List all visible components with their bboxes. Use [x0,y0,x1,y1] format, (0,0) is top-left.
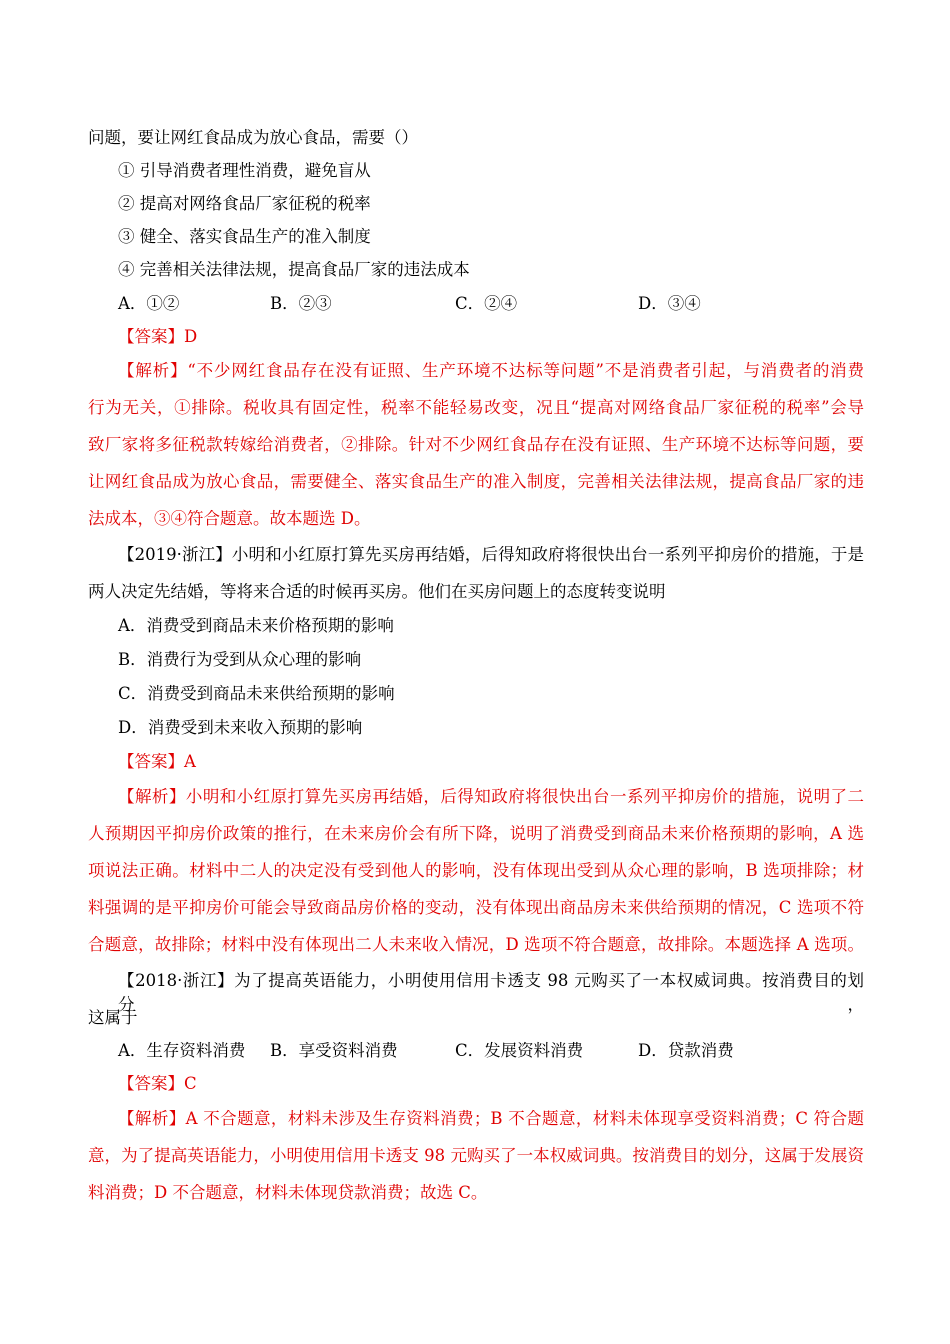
q3-analysis-line: 意，为了提高英语能力，小明使用信用卡透支 98 元购买了一本权威词典。按消费目的划分，这属于发展资 [88,1146,864,1165]
q2-analysis-line: 项说法正确。材料中二人的决定没有受到他人的影响，没有体现出受到从众心理的影响，B 选项排除；材 [88,861,864,880]
q3-option-b: B．享受资料消费 [270,1041,398,1060]
q3-stem-line: 这属于 [88,1008,138,1027]
q1-option-a: A．①② [118,294,180,313]
q1-answer: 【答案】D [118,327,198,346]
q3-option-d: D．贷款消费 [638,1041,734,1060]
q3-option-a: A．生存资料消费 [118,1041,246,1060]
q1-option-c: C．②④ [455,294,518,313]
q2-answer: 【答案】A [118,752,196,771]
q1-item-1: ① 引导消费者理性消费，避免盲从 [118,161,371,180]
q1-analysis-line: 法成本，③④符合题意。故本题选 D。 [88,509,371,528]
q3-option-c: C．发展资料消费 [455,1041,584,1060]
q2-stem-line: 两人决定先结婚，等将来合适的时候再买房。他们在买房问题上的态度转变说明 [88,582,666,601]
q3-stem-line: 【2018·浙江】为了提高英语能力，小明使用信用卡透支 98 元购买了一本权威词典。按消费目的划分， [118,971,864,1014]
q1-item-4: ④ 完善相关法律法规，提高食品厂家的违法成本 [118,260,470,279]
q3-analysis-line: 料消费；D 不合题意，材料未体现贷款消费；故选 C。 [88,1183,488,1202]
q2-analysis-line: 人预期因平抑房价政策的推行，在未来房价会有所下降，说明了消费受到商品未来价格预期的影响，A 选 [88,824,864,843]
q1-analysis-line: 【解析】“不少网红食品存在没有证照、生产环境不达标等问题”不是消费者引起，与消费者的消费 [118,361,864,380]
q1-analysis-line: 致厂家将多征税款转嫁给消费者，②排除。针对不少网红食品存在没有证照、生产环境不达标等问题，要 [88,435,864,454]
q2-analysis-line: 【解析】小明和小红原打算先买房再结婚，后得知政府将很快出台一系列平抑房价的措施，说明了二 [118,787,864,806]
q2-option-c: C．消费受到商品未来供给预期的影响 [118,684,395,703]
q2-option-a: A．消费受到商品未来价格预期的影响 [118,616,394,635]
q1-analysis-line: 行为无关，①排除。税收具有固定性，税率不能轻易改变，况且“提高对网络食品厂家征税的税率”会导 [88,398,864,417]
q3-analysis-line: 【解析】A 不合题意，材料未涉及生存资料消费；B 不合题意，材料未体现享受资料消费；C 符合题 [118,1109,864,1128]
q1-item-3: ③ 健全、落实食品生产的准入制度 [118,227,371,246]
q3-answer: 【答案】C [118,1074,197,1093]
q1-item-2: ② 提高对网络食品厂家征税的税率 [118,194,371,213]
q2-option-b: B．消费行为受到从众心理的影响 [118,650,362,669]
q1-analysis-line: 让网红食品成为放心食品，需要健全、落实食品生产的准入制度，完善相关法律法规，提高食品厂家的违 [88,472,864,491]
q1-option-d: D．③④ [638,294,701,313]
q2-analysis-line: 合题意，故排除；材料中没有体现出二人未来收入情况，D 选项不符合题意，故排除。本题选择 A 选项。 [88,935,864,954]
q1-stem-tail: 问题，要让网红食品成为放心食品，需要（） [88,128,418,147]
q2-analysis-line: 料强调的是平抑房价可能会导致商品房价格的变动，没有体现出商品房未来供给预期的情况，C 选项不符 [88,898,864,917]
q1-option-b: B．②③ [270,294,332,313]
q2-stem-line: 【2019·浙江】小明和小红原打算先买房再结婚，后得知政府将很快出台一系列平抑房价的措施，于是 [118,545,864,564]
q2-option-d: D．消费受到未来收入预期的影响 [118,718,363,737]
